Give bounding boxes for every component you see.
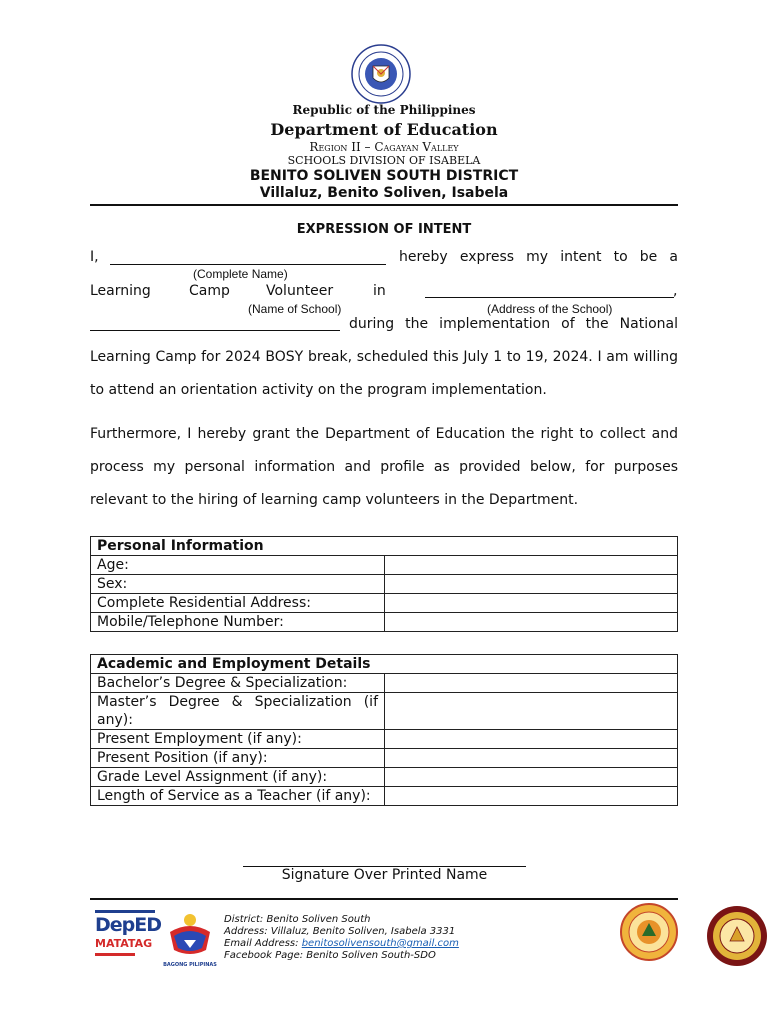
table-row	[91, 594, 678, 613]
document-title: EXPRESSION OF INTENT	[296, 222, 472, 237]
table-row	[91, 787, 678, 806]
grade-level-field[interactable]	[385, 768, 678, 787]
bagong-pilipinas-logo	[162, 910, 218, 972]
academic-table	[90, 654, 678, 806]
residential-address-field[interactable]	[385, 594, 678, 613]
deped-wordmark: DepED	[95, 910, 155, 937]
table-row	[91, 575, 678, 594]
personal-info-heading: Personal Information	[91, 537, 678, 556]
intent-line4: Learning Camp for 2024 BOSY break, scheduled this July 1 to 19, 2024. I am willing	[90, 349, 678, 365]
school-name-caption: (Name of School)	[248, 302, 342, 316]
phone-label: Mobile/Telephone Number:	[91, 613, 385, 632]
district-line: BENITO SOLIVEN SOUTH DISTRICT	[249, 168, 519, 184]
table-row	[91, 613, 678, 632]
region-line: Region II – Cagayan Valley	[309, 140, 459, 154]
employment-label: Present Employment (if any):	[91, 730, 385, 749]
intent-line1-end: hereby express my intent to be a	[399, 249, 678, 265]
bachelors-label: Bachelor’s Degree & Specialization:	[91, 674, 385, 693]
signature-label: Signature Over Printed Name	[281, 867, 488, 883]
footer-district: District: Benito Soliven South	[224, 914, 371, 925]
employment-field[interactable]	[385, 730, 678, 749]
sex-field[interactable]	[385, 575, 678, 594]
department-title: Department of Education	[270, 120, 498, 139]
grade-level-label: Grade Level Assignment (if any):	[91, 768, 385, 787]
complete-name-caption: (Complete Name)	[193, 267, 288, 281]
intent-line5: to attend an orientation activity on the program implementation.	[90, 382, 547, 398]
footer-contact	[224, 914, 459, 962]
bagong-pilipinas-emblem-icon	[162, 910, 218, 958]
masters-label	[91, 693, 385, 730]
footer-email-line	[224, 938, 459, 950]
consent-line2: process my personal information and profile as provided below, for purposes	[90, 459, 678, 475]
word-learning: Learning	[90, 283, 151, 299]
masters-field[interactable]	[385, 693, 678, 730]
email-link[interactable]: benitosolivensouth@gmail.com	[301, 938, 459, 949]
academic-heading: Academic and Employment Details	[91, 655, 678, 674]
school-seal-logo	[706, 905, 768, 967]
service-length-label: Length of Service as a Teacher (if any):	[91, 787, 385, 806]
table-row	[91, 674, 678, 693]
word-camp: Camp	[189, 283, 230, 299]
table-row	[91, 730, 678, 749]
footer-address: Address: Villaluz, Benito Soliven, Isabela 3331	[224, 926, 456, 937]
matatag-wordmark: MATATAG	[95, 937, 153, 950]
division-line: SCHOOLS DIVISION OF ISABELA	[287, 154, 481, 167]
sex-label: Sex:	[91, 575, 385, 594]
position-field[interactable]	[385, 749, 678, 768]
masters-label-line1: Master’s Degree & Specialization (if	[97, 694, 378, 710]
intent-i: I,	[90, 249, 99, 265]
masters-label-line2: any):	[97, 712, 133, 728]
phone-field[interactable]	[385, 613, 678, 632]
deped-matatag-logo	[95, 910, 162, 966]
school-address-blank[interactable]	[425, 297, 674, 298]
district-seal-logo	[620, 903, 678, 961]
republic-line: Republic of the Philippines	[292, 103, 476, 117]
consent-line3: relevant to the hiring of learning camp volunteers in the Department.	[90, 492, 579, 508]
header-divider	[90, 204, 678, 206]
table-row	[91, 556, 678, 575]
age-field[interactable]	[385, 556, 678, 575]
bachelors-field[interactable]	[385, 674, 678, 693]
table-row	[91, 768, 678, 787]
service-length-field[interactable]	[385, 787, 678, 806]
age-label: Age:	[91, 556, 385, 575]
complete-name-blank[interactable]	[110, 264, 386, 265]
word-volunteer: Volunteer	[266, 283, 334, 299]
table-row	[91, 749, 678, 768]
deped-seal-logo	[351, 44, 411, 104]
school-name-blank[interactable]	[90, 330, 340, 331]
table-row	[91, 693, 678, 730]
school-address-caption: (Address of the School)	[487, 302, 613, 316]
residential-address-label: Complete Residential Address:	[91, 594, 385, 613]
footer-divider	[90, 898, 678, 900]
personal-info-table	[90, 536, 678, 632]
bagong-pilipinas-text: BAGONG PILIPINAS	[163, 962, 217, 968]
district-address: Villaluz, Benito Soliven, Isabela	[259, 185, 509, 201]
footer-facebook: Facebook Page: Benito Soliven South-SDO	[224, 950, 436, 961]
footer-email-label: Email Address:	[224, 938, 302, 949]
intent-line3-end: during the implementation of the National	[349, 316, 678, 332]
word-in: in	[373, 283, 386, 299]
consent-line1: Furthermore, I hereby grant the Department of Education the right to collect and	[90, 426, 678, 442]
position-label: Present Position (if any):	[91, 749, 385, 768]
line2-comma: ,	[673, 283, 678, 299]
